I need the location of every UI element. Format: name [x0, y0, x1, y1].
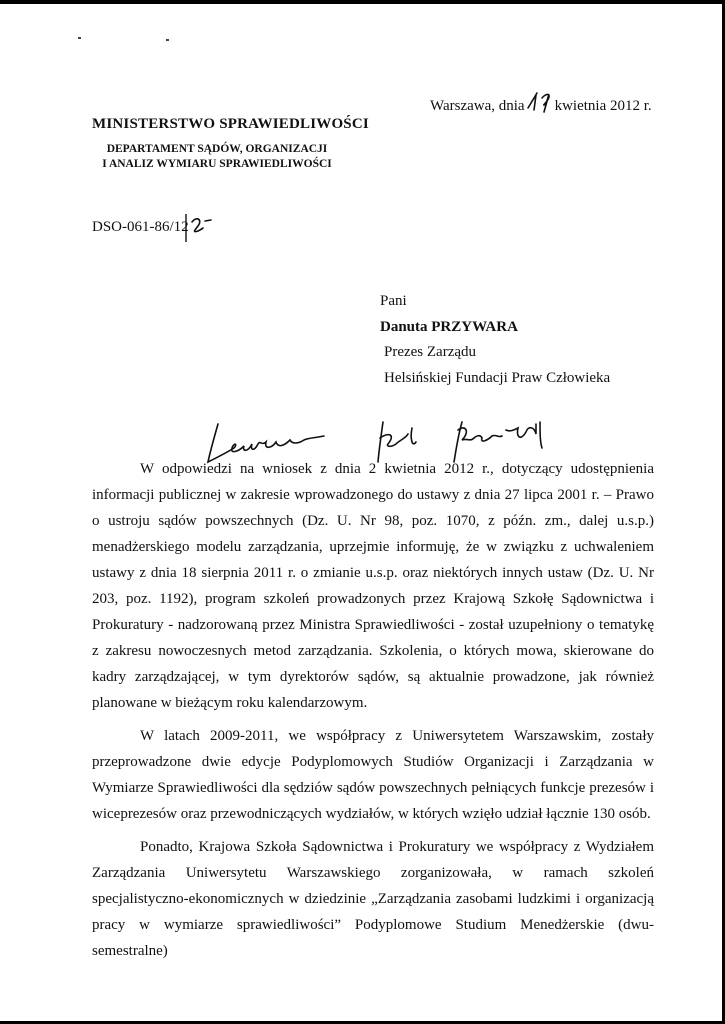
addressee-block	[380, 289, 610, 391]
department-name	[100, 142, 334, 172]
ministry-name: MINISTERSTWO SPRAWIEDLIWOŚCI	[92, 116, 369, 132]
handwritten-day	[525, 88, 555, 115]
scan-speck	[78, 37, 81, 39]
date-suffix: kwietnia 2012 r.	[554, 98, 652, 114]
department-line-1: DEPARTAMENT SĄDÓW, ORGANIZACJI	[106, 143, 328, 155]
scan-speck	[166, 39, 169, 41]
addressee-organization: Helsińskiej Fundacji Praw Człowieka	[384, 369, 611, 386]
date-prefix: Warszawa, dnia	[430, 98, 525, 114]
addressee-name: Danuta PRZYWARA	[380, 318, 518, 335]
handwritten-day-mark	[525, 88, 555, 114]
handwritten-reference-suffix	[181, 212, 231, 247]
addressee-position: Prezes Zarządu	[384, 344, 477, 360]
addressee-salutation: Pani	[380, 293, 407, 309]
body-paragraph-1: W odpowiedzi na wniosek z dnia 2 kwietnia 2012 r., dotyczący udostępnienia informacji publicznej w zakresie wprowadzonego do ustawy z dnia 27 lipca 2001 r. – Prawo o ustroju sądów powszechnych (Dz. U. Nr 98, poz. 1070, z późn. zm., dalej u.s.p.) menadżerskiego modelu zarządzania, uprzejmie informuję, że w związku z uchwaleniem ustawy z dnia 18 sierpnia 2011 r. o zmianie u.s.p. oraz niektórych innych ustaw (Dz. U. Nr 203, poz. 1192), program szkoleń prowadzonych przez Krajową Szkołę Sądownictwa i Prokuratury - nadzorowaną przez Ministra Sprawiedliwości - został uzupełniony o tematykę z zakresu nowoczesnych metod zarządzania. Szkolenia, o których mowa, skierowane do kadry zarządzającej, w tym dyrektorów sądów, są aktualnie prowadzone, jak również planowane w bieżącym roku kalendarzowym.	[92, 461, 654, 711]
body-paragraph-3: Ponadto, Krajowa Szkoła Sądownictwa i Prokuratury we współpracy z Wydziałem Zarządzania Uniwersytetu Warszawskiego zorganizowała, w ramach szkoleń specjalistyczno-ekonomicznych w dziedzinie „Zarządzania zasobami ludzkimi i organizacją pracy w wymiarze sprawiedliwości” Podyplomowe Studium Menedżerskie (dwu-semestralne)	[92, 839, 654, 959]
handwritten-reference-mark	[181, 212, 231, 242]
department-line-2: I ANALIZ WYMIARU SPRAWIEDLIWOŚCI	[102, 158, 332, 170]
scan-border-top	[0, 0, 725, 4]
letter-body	[92, 456, 654, 964]
body-paragraph-2: W latach 2009-2011, we współpracy z Uniwersytetem Warszawskim, zostały przeprowadzone dwie edycje Podyplomowych Studiów Organizacji i Zarządzania w Wymiarze Sprawiedliwości dla sędziów sądów powszechnych pełniących funkcje prezesów i wiceprezesów oraz przewodniczących wydziałów, w których wzięło udział łącznie 130 osób.	[92, 728, 654, 822]
letter-date	[430, 88, 652, 115]
reference-number: DSO-061-86/12	[92, 219, 189, 235]
